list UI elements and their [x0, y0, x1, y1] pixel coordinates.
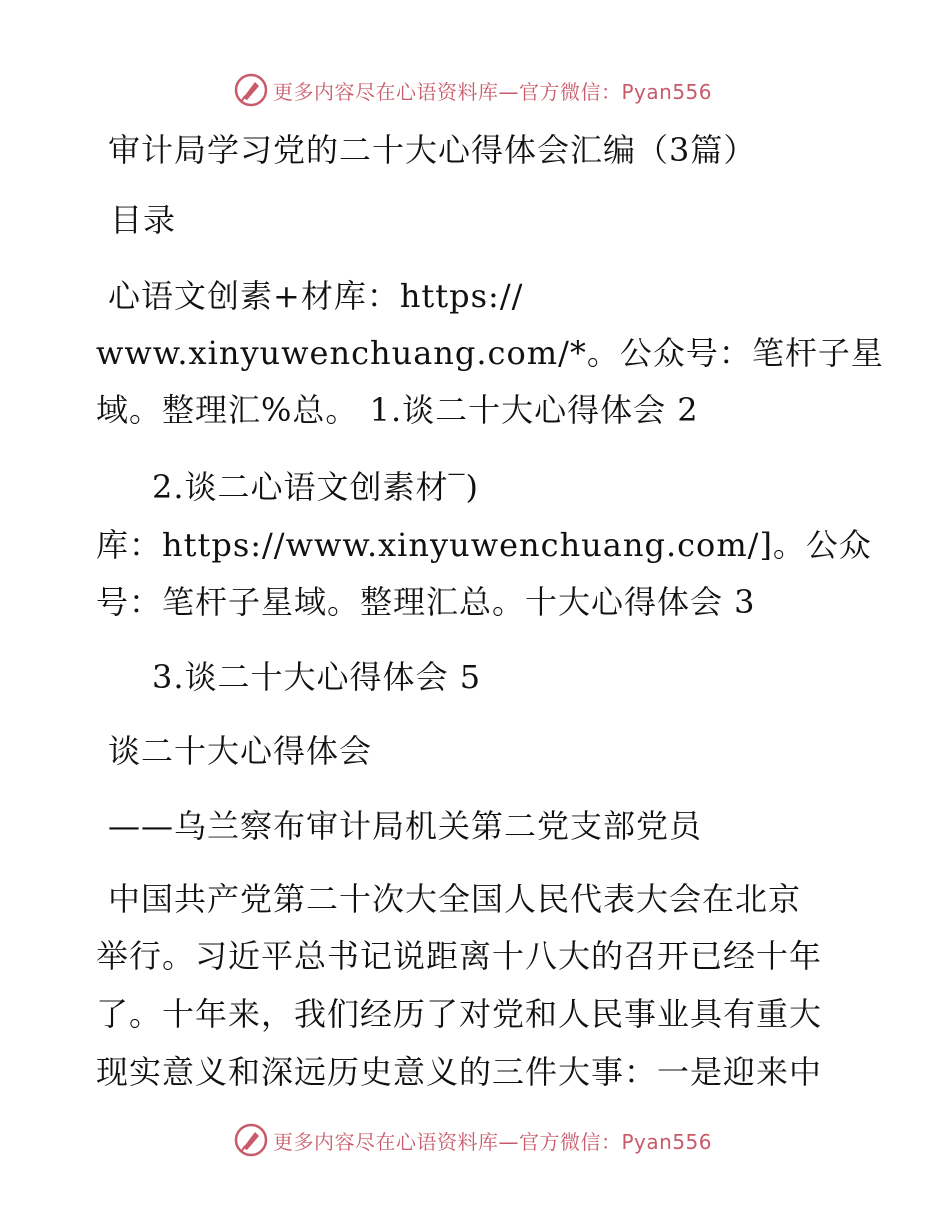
toc-heading: 目录	[110, 201, 177, 239]
quill-pen-icon	[233, 72, 269, 108]
toc-line: 2.谈二心语文创素材‾)	[152, 468, 480, 506]
toc-line: www.xinyuwenchuang.com/*。公众号：笔杆子星	[96, 334, 884, 372]
watermark-text: 更多内容尽在心语资料库—官方微信：Pyan556	[273, 79, 713, 104]
toc-line: 域。整理汇%总。 1.谈二十大心得体会 2	[96, 391, 699, 429]
section-subtitle: ——乌兰察布审计局机关第二党支部党员	[108, 807, 703, 845]
watermark-banner-top	[233, 70, 712, 110]
toc-line: 心语文创素+材库：https://	[108, 277, 524, 315]
toc-line: 库：https://www.xinyuwenchuang.com/]。公众	[96, 526, 872, 564]
document-title: 审计局学习党的二十大心得体会汇编（3篇）	[108, 131, 757, 169]
section-title: 谈二十大心得体会	[108, 732, 373, 770]
body-line: 了。十年来，我们经历了对党和人民事业具有重大	[96, 995, 823, 1033]
watermark-text: 更多内容尽在心语资料库—官方微信：Pyan556	[273, 1129, 713, 1154]
body-line: 中国共产党第二十次大全国人民代表大会在北京	[108, 880, 802, 918]
quill-pen-icon	[233, 1122, 269, 1158]
body-line: 现实意义和深远历史意义的三件大事：一是迎来中	[96, 1053, 823, 1091]
toc-line: 3.谈二十大心得体会 5	[152, 658, 482, 696]
toc-line: 号：笔杆子星域。整理汇总。十大心得体会 3	[96, 583, 756, 621]
body-line: 举行。习近平总书记说距离十八大的召开已经十年	[96, 937, 823, 975]
watermark-banner-bottom	[233, 1120, 712, 1160]
